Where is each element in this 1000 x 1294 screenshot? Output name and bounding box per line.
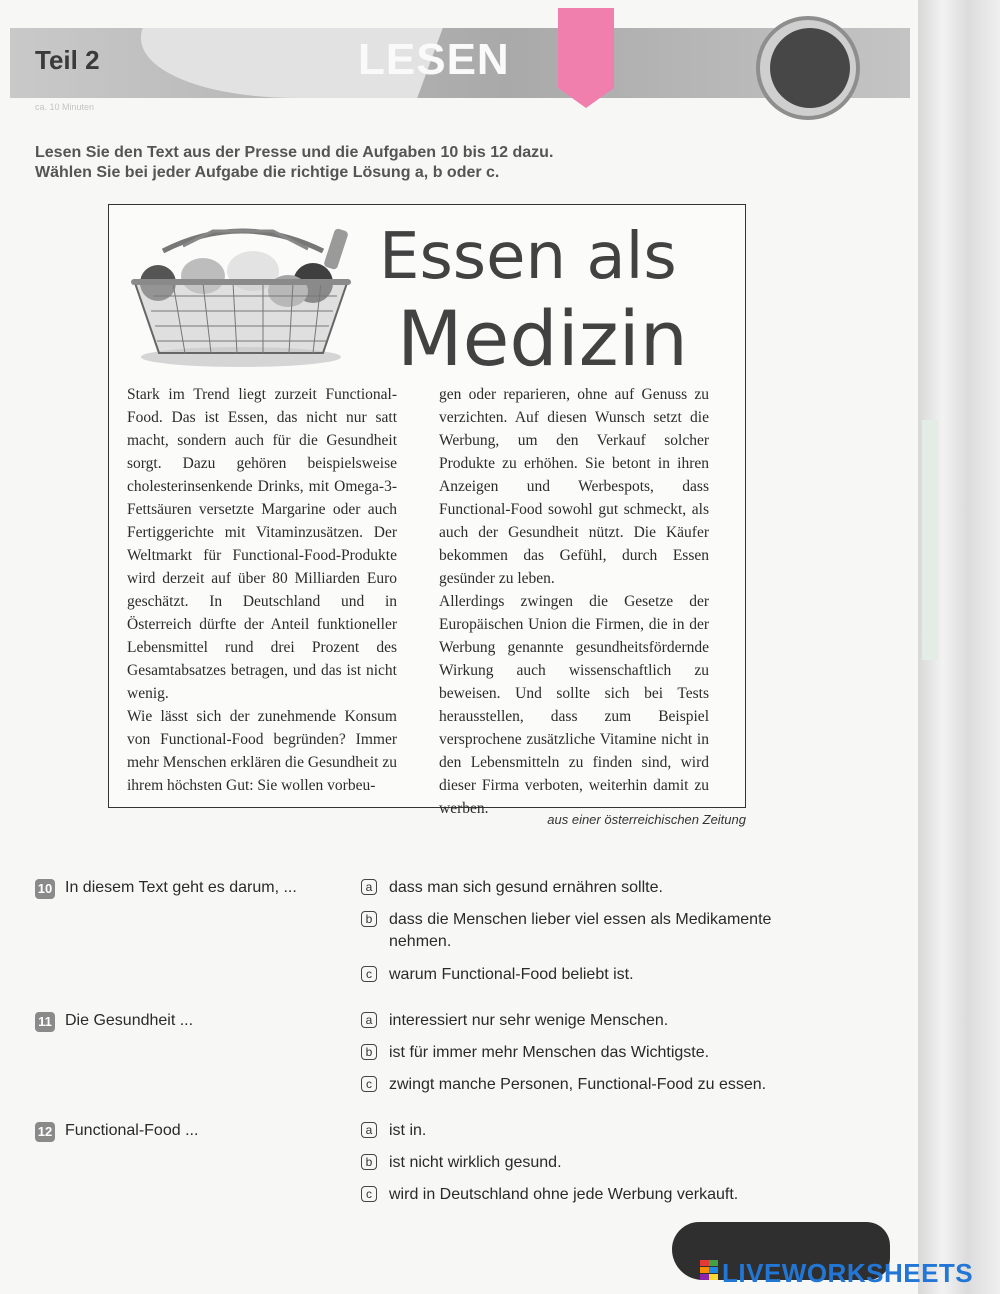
pink-bookmark (558, 8, 614, 108)
option-letter-box[interactable]: b (361, 1044, 377, 1060)
task-number: 10 (35, 879, 55, 899)
article-source: aus einer österreichischen Zeitung (547, 812, 746, 827)
option-letter-box[interactable]: a (361, 1012, 377, 1028)
option-text: ist für immer mehr Menschen das Wichtigste. (389, 1044, 710, 1061)
option-letter-box[interactable]: a (361, 879, 377, 895)
task-stem: In diesem Text geht es darum, ... (65, 879, 297, 896)
article-paragraph: Wie lässt sich der zunehmende Konsum von Functional-Food begründen? Immer mehr Menschen erklären die Gesundheit zu ihrem höchsten Gut: Sie wollen vorbeu- (127, 708, 397, 794)
option-letter-box[interactable]: a (361, 1122, 377, 1138)
option-letter-box[interactable]: b (361, 911, 377, 927)
option-text: ist nicht wirklich gesund. (389, 1154, 562, 1171)
section-label: Teil 2 (35, 45, 100, 75)
article-column-right (439, 383, 709, 820)
article-paragraph: Allerdings zwingen die Gesetze der Europäischen Union die Firmen, die in der Werbung genannte gesundheitsfördernde Wirkung auch wissenschaftlich zu beweisen. Und sollte sich bei Tests herausstellen, dass zum Beispiel versprochene zusätzliche Vitamine nicht in den Lebensmitteln zu finden sind, wird dieser Firma verboten, weiterhin damit zu werben. (439, 593, 709, 817)
option-text: ist in. (389, 1122, 427, 1139)
instructions (35, 143, 735, 183)
article-title-line-2: Medizin (397, 294, 688, 383)
option-text: warum Functional-Food beliebt ist. (389, 966, 634, 983)
food-basket-image (123, 221, 359, 371)
task-stem: Functional-Food ... (65, 1122, 199, 1139)
option-letter-box[interactable]: c (361, 1186, 377, 1202)
article-box (108, 204, 746, 817)
option-letter-box[interactable]: c (361, 1076, 377, 1092)
section-title: LESEN (358, 35, 510, 84)
article-column-left (127, 383, 397, 797)
instruction-line-1: Lesen Sie den Text aus der Presse und die Aufgaben 10 bis 12 dazu. (35, 144, 554, 161)
option-letter-box[interactable]: b (361, 1154, 377, 1170)
option-text: zwingt manche Personen, Functional-Food zu essen. (389, 1076, 767, 1093)
task-stem: Die Gesundheit ... (65, 1012, 194, 1029)
option-text: dass die Menschen lieber viel essen als Medikamente nehmen. (389, 911, 772, 950)
option-letter-box[interactable]: c (361, 966, 377, 982)
faded-time-label: ca. 10 Minuten (35, 102, 95, 112)
article-paragraph: Stark im Trend liegt zurzeit Functional-Food. Das ist Essen, das nicht nur satt macht, sondern auch für die Gesundheit sorgt. Dazu gehören beispielsweise cholesterinsenkende Drinks, mit Omega-3-Fettsäuren versetzte Margarine oder auch Fertiggerichte mit Vitaminzusätzen. Der Weltmarkt für Functional-Food-Produkte wird derzeit auf über 80 Milliarden Euro geschätzt. In Deutschland und in Österreich dürfte der Anteil funktioneller Lebensmittel rund drei Prozent des Gesamtabsatzes betragen, und das ist nicht wenig. (127, 386, 397, 702)
option-text: interessiert nur sehr wenige Menschen. (389, 1012, 669, 1029)
liveworksheets-watermark: LIVEWORKSHEETS (722, 1258, 974, 1288)
instruction-line-2: Wählen Sie bei jeder Aufgabe die richtige Lösung a, b oder c. (35, 164, 500, 181)
article-title-line-1: Essen als (379, 220, 677, 294)
liveworksheets-logo-icon (700, 1260, 718, 1286)
book-page-edge (918, 0, 1000, 1294)
option-text: wird in Deutschland ohne jede Werbung verkauft. (389, 1186, 739, 1203)
option-text: dass man sich gesund ernähren sollte. (389, 879, 663, 896)
redacted-badge (770, 28, 850, 108)
page-tab (922, 420, 938, 660)
task-number: 11 (35, 1012, 55, 1032)
article-paragraph: gen oder reparieren, ohne auf Genuss zu verzichten. Auf diesen Wunsch setzt die Werbung, um den Verkauf solcher Produkte zu erhöhen. Sie betont in ihren Anzeigen und Werbespots, dass Functional-Food sowohl gut schmeckt, als auch der Gesundheit nützt. Die Käufer bekommen das Gefühl, durch Essen gesünder zu leben. (439, 386, 709, 587)
task-number: 12 (35, 1122, 55, 1142)
